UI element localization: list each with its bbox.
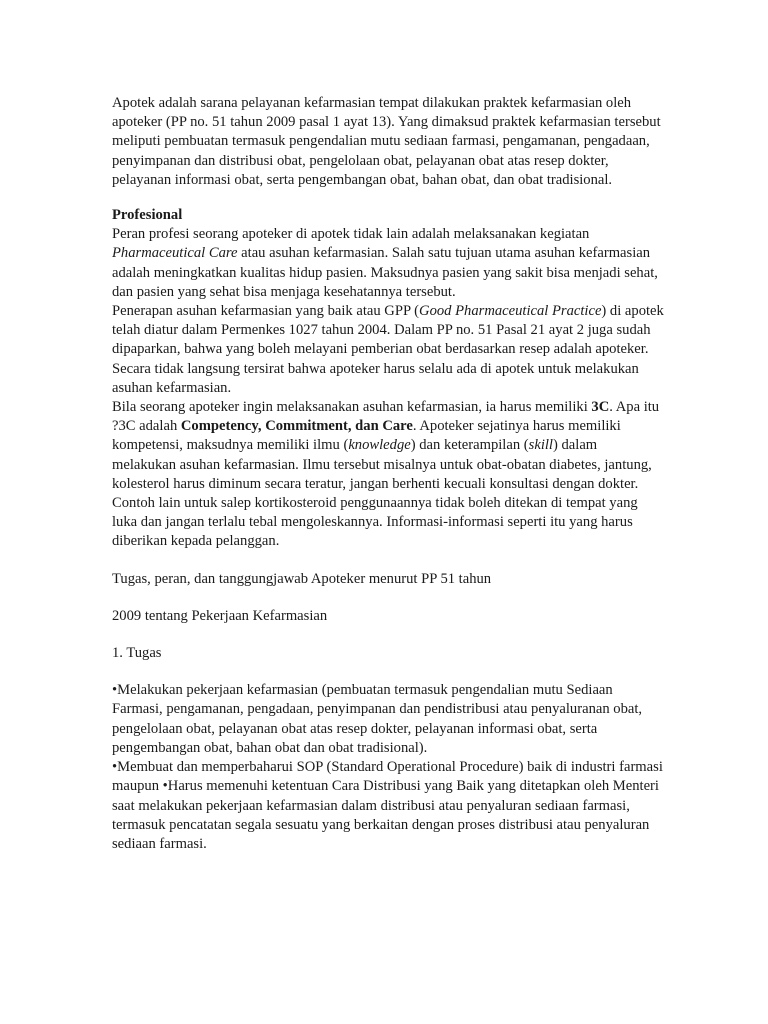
text-run: Bila seorang apoteker ingin melaksanakan asuhan kefarmasian, ia harus memiliki bbox=[112, 399, 592, 416]
text-run: ) dalam melakukan asuhan kefarmasian. Ilmu tersebut misalnya untuk obat-obatan diabetes, jantung, kolesterol harus diminum secara teratur, jangan berhenti kecuali konsultasi dengan dokter. Contoh lain untuk salep kortikosteroid penggunaannya tidak boleh ditekan di tempat yang luka dan jangan terlalu tebal mengoleskannya. Informasi-informasi seperti itu yang harus diberikan kepada pelanggan. bbox=[112, 437, 652, 550]
tugas-heading-line-1: Tugas, peran, dan tanggungjawab Apoteker menurut PP 51 tahun bbox=[112, 570, 492, 587]
bullet-paragraph-1: •Melakukan pekerjaan kefarmasian (pembuatan termasuk pengendalian mutu Sediaan Farmasi, pengamanan, pengadaan, penyimpanan dan pendistribusi atau penyaluranan obat, pengelolaan obat, pelayanan obat atas resep dokter, pelayanan informasi obat, serta pengembangan obat, bahan obat dan obat tradisional). bbox=[112, 682, 643, 756]
spacer bbox=[112, 190, 664, 206]
text-run: . Apa itu ?3C adalah bbox=[112, 399, 660, 435]
text-run: atau asuhan kefarmasian. Salah satu tujuan utama asuhan kefarmasian adalah meningkatkan kualitas hidup pasien. Maksudnya pasien yang sakit bisa menjadi sehat, dan pasien yang sehat bisa menjaga kesehatannya tersebut. bbox=[112, 245, 658, 300]
profesional-paragraph-1 bbox=[112, 225, 664, 302]
bold-term: Competency, Commitment, dan Care bbox=[180, 418, 413, 435]
text-run: Peran profesi seorang apoteker di apotek tidak lain adalah melaksanakan kegiatan bbox=[112, 226, 590, 243]
text-run: Penerapan asuhan kefarmasian yang baik atau GPP ( bbox=[112, 303, 420, 320]
spacer bbox=[112, 589, 664, 607]
spacer bbox=[112, 663, 664, 681]
spacer bbox=[112, 626, 664, 644]
text-run: ) dan keterampilan ( bbox=[410, 437, 529, 454]
profesional-paragraph-3 bbox=[112, 398, 664, 552]
document-page bbox=[112, 94, 664, 854]
intro-paragraph: Apotek adalah sarana pelayanan kefarmasian tempat dilakukan praktek kefarmasian oleh apoteker (PP no. 51 tahun 2009 pasal 1 ayat 13). Yang dimaksud praktek kefarmasian tersebut meliputi pembuatan termasuk pengendalian mutu sediaan farmasi, pengamanan, pengadaan, penyimpanan dan distribusi obat, pengelolaan obat, pelayanan obat atas resep dokter, pelayanan informasi obat, serta pengembangan obat, bahan obat, dan obat tradisional. bbox=[112, 95, 661, 188]
italic-term: Good Pharmaceutical Practice bbox=[419, 303, 602, 320]
tugas-heading-line-2: 2009 tentang Pekerjaan Kefarmasian bbox=[112, 607, 328, 624]
text-run: . Apoteker sejatinya harus memiliki kompetensi, maksudnya memiliki ilmu ( bbox=[112, 418, 621, 454]
italic-term: skill bbox=[528, 437, 553, 454]
bullet-paragraph-2: •Membuat dan memperbaharui SOP (Standard Operational Procedure) baik di industri farmasi maupun •Harus memenuhi ketentuan Cara Distribusi yang Baik yang ditetapkan oleh Menteri saat melakukan pekerjaan kefarmasian dalam distribusi atau penyaluran sediaan farmasi, termasuk pencatatan segala sesuatu yang berkaitan dengan proses distribusi atau penyaluran sediaan farmasi. bbox=[112, 759, 663, 852]
italic-term: knowledge bbox=[348, 437, 411, 454]
italic-term: Pharmaceutical Care bbox=[112, 245, 238, 262]
spacer bbox=[112, 552, 664, 570]
bold-term: 3C bbox=[591, 399, 610, 416]
section-heading-profesional: Profesional bbox=[112, 207, 183, 224]
profesional-paragraph-2 bbox=[112, 302, 664, 398]
text-run: ) di apotek telah diatur dalam Permenkes 1027 tahun 2004. Dalam PP no. 51 Pasal 21 ayat 2 juga sudah dipaparkan, bahwa yang boleh melayani pemberian obat berdasarkan resep adalah apoteker. Secara tidak langsung tersirat bahwa apoteker harus selalu ada di apotek untuk melakukan asuhan kefarmasian. bbox=[112, 303, 664, 396]
section-number-tugas: 1. Tugas bbox=[112, 645, 162, 662]
